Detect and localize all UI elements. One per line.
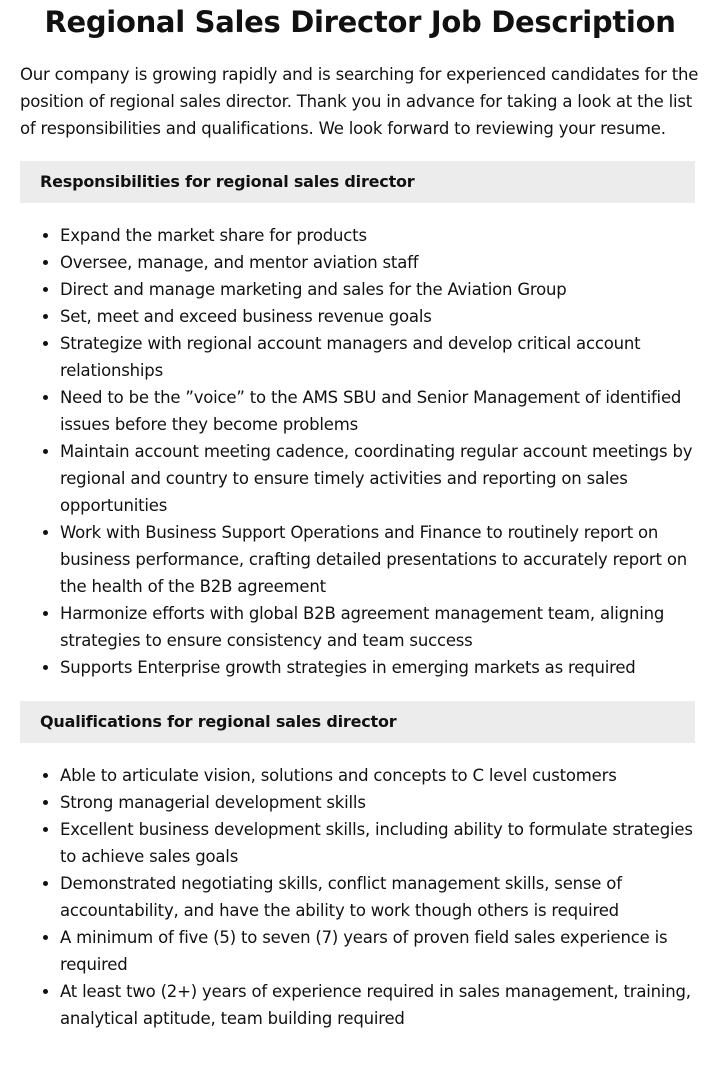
list-item: • Strong managerial development skills (60, 789, 700, 816)
list-item: • Work with Business Support Operations and Finance to routinely report on business performance, crafting detailed presentations to accurately report on the health of the B2B agreement (60, 519, 700, 600)
list-item: • Strategize with regional account managers and develop critical account relationships (60, 330, 700, 384)
page-title: Regional Sales Director Job Description (44, 5, 676, 39)
responsibilities-heading: Responsibilities for regional sales director (20, 161, 695, 203)
list-item: • Able to articulate vision, solutions and concepts to C level customers (60, 762, 700, 789)
list-item: • At least two (2+) years of experience required in sales management, training, analytical aptitude, team building required (60, 978, 700, 1032)
intro-paragraph: Our company is growing rapidly and is searching for experienced candidates for the position of regional sales director. Thank you in advance for taking a look at the list of responsibilities and qualifications. We look forward to reviewing your resume. (20, 65, 699, 138)
list-item: • Need to be the ”voice” to the AMS SBU and Senior Management of identified issues before they become problems (60, 384, 700, 438)
list-item: • Excellent business development skills, including ability to formulate strategies to achieve sales goals (60, 816, 700, 870)
list-item: • Harmonize efforts with global B2B agreement management team, aligning strategies to ensure consistency and team success (60, 600, 700, 654)
list-item: • A minimum of five (5) to seven (7) years of proven field sales experience is required (60, 924, 700, 978)
list-item: • Set, meet and exceed business revenue goals (60, 303, 700, 330)
list-item: • Oversee, manage, and mentor aviation staff (60, 249, 700, 276)
list-item: • Direct and manage marketing and sales for the Aviation Group (60, 276, 700, 303)
list-item: • Supports Enterprise growth strategies in emerging markets as required (60, 654, 700, 681)
qualifications-list (20, 762, 700, 1032)
list-item: • Demonstrated negotiating skills, conflict management skills, sense of accountability, and have the ability to work though others is required (60, 870, 700, 924)
list-item: • Expand the market share for products (60, 222, 700, 249)
list-item: • Maintain account meeting cadence, coordinating regular account meetings by regional and country to ensure timely activities and reporting on sales opportunities (60, 438, 700, 519)
qualifications-heading: Qualifications for regional sales director (20, 701, 695, 743)
responsibilities-list (20, 222, 700, 681)
